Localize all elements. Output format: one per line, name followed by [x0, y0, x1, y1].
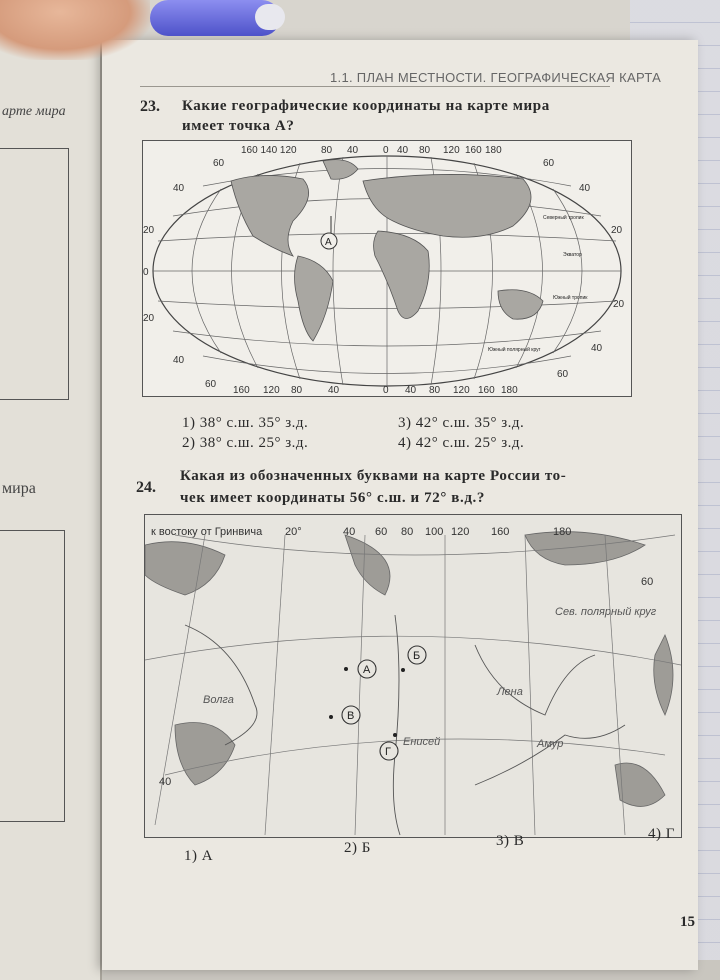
russia-map [144, 514, 682, 838]
svg-text:Экватор: Экватор [563, 252, 582, 258]
point-v-label-ru: В [347, 710, 355, 722]
svg-text:120: 120 [263, 385, 280, 396]
svg-text:40: 40 [579, 183, 591, 194]
left-page-map-2 [0, 530, 65, 822]
svg-text:120: 120 [451, 526, 470, 538]
q23-answer-2[interactable]: 2) 38° с.ш. 25° з.д. [182, 435, 309, 451]
left-page-text-mid: мира [2, 480, 36, 497]
q23-text-line2: имеет точка А? [182, 118, 295, 134]
svg-text:160: 160 [465, 145, 482, 156]
point-b-label-ru: Б [413, 650, 421, 662]
header-rule [140, 86, 610, 87]
svg-text:0: 0 [383, 385, 389, 396]
arctic-circle-label: Сев. полярный круг [555, 606, 657, 618]
pen-cap [255, 4, 285, 30]
svg-text:20: 20 [143, 225, 155, 236]
world-map-svg [143, 141, 631, 396]
svg-text:60: 60 [557, 369, 569, 380]
svg-text:20°: 20° [285, 526, 302, 538]
q24-answer-1[interactable]: 1) А [184, 848, 214, 864]
svg-text:20: 20 [613, 299, 625, 310]
russia-map-svg [145, 515, 681, 837]
page-number: 15 [680, 914, 695, 930]
svg-text:100: 100 [425, 526, 444, 538]
russia-map-top-label: к востоку от Гринвича [151, 526, 263, 538]
svg-text:60: 60 [205, 379, 217, 390]
svg-text:40: 40 [328, 385, 340, 396]
svg-text:40: 40 [591, 343, 603, 354]
svg-text:180: 180 [485, 145, 502, 156]
q24-answer-3[interactable]: 3) В [496, 833, 525, 849]
point-a-label-ru: А [363, 664, 371, 676]
river-lena: Лена [497, 686, 523, 698]
q23-answer-1[interactable]: 1) 38° с.ш. 35° з.д. [182, 415, 309, 431]
q23-text-line1: Какие географические координаты на карте мира [182, 98, 550, 114]
point-g-label-ru: Г [385, 746, 391, 758]
svg-text:0: 0 [383, 145, 389, 156]
q24-answer-2[interactable]: 2) Б [344, 840, 371, 856]
svg-text:40: 40 [173, 183, 185, 194]
point-a-label: А [325, 237, 332, 248]
river-volga: Волга [203, 694, 234, 706]
svg-text:160: 160 [233, 385, 250, 396]
svg-text:0: 0 [143, 267, 149, 278]
svg-text:180: 180 [553, 526, 572, 538]
river-yenisei: Енисей [403, 736, 441, 748]
svg-text:40: 40 [405, 385, 417, 396]
left-page-map [0, 148, 69, 400]
q23-answer-3[interactable]: 3) 42° с.ш. 35° з.д. [398, 415, 525, 431]
svg-text:Южный полярный круг: Южный полярный круг [488, 347, 541, 353]
svg-text:20: 20 [143, 313, 155, 324]
svg-text:Южный тропик: Южный тропик [553, 295, 588, 301]
q24-text-line1: Какая из обозначенных буквами на карте России то- [180, 468, 567, 484]
svg-text:80: 80 [291, 385, 303, 396]
svg-text:60: 60 [641, 576, 654, 588]
svg-text:40: 40 [347, 145, 359, 156]
svg-text:80: 80 [321, 145, 333, 156]
river-amur: Амур [537, 738, 564, 750]
svg-text:80: 80 [419, 145, 431, 156]
q24-answer-4[interactable]: 4) Г [648, 826, 675, 842]
svg-text:120: 120 [453, 385, 470, 396]
svg-text:40: 40 [173, 355, 185, 366]
q23-number: 23. [140, 98, 160, 115]
left-page-text-top: арте мира [2, 104, 66, 119]
svg-text:Северный тропик: Северный тропик [543, 215, 584, 221]
svg-text:160: 160 [491, 526, 510, 538]
svg-text:120: 120 [443, 145, 460, 156]
svg-text:60: 60 [375, 526, 388, 538]
svg-text:20: 20 [611, 225, 623, 236]
q23-answer-4[interactable]: 4) 42° с.ш. 25° з.д. [398, 435, 525, 451]
svg-text:80: 80 [429, 385, 441, 396]
running-head: 1.1. ПЛАН МЕСТНОСТИ. ГЕОГРАФИЧЕСКАЯ КАРТА [330, 70, 662, 85]
svg-text:40: 40 [397, 145, 409, 156]
svg-text:60: 60 [213, 158, 225, 169]
svg-text:160 140 120: 160 140 120 [241, 145, 297, 156]
q24-number: 24. [136, 479, 156, 496]
svg-text:40: 40 [343, 526, 356, 538]
finger [0, 0, 150, 60]
svg-text:80: 80 [401, 526, 414, 538]
world-map [142, 140, 632, 397]
svg-text:180: 180 [501, 385, 518, 396]
svg-text:60: 60 [543, 158, 555, 169]
q24-text-line2: чек имеет координаты 56° с.ш. и 72° в.д.? [180, 490, 485, 506]
svg-text:40: 40 [159, 776, 172, 788]
svg-text:160: 160 [478, 385, 495, 396]
